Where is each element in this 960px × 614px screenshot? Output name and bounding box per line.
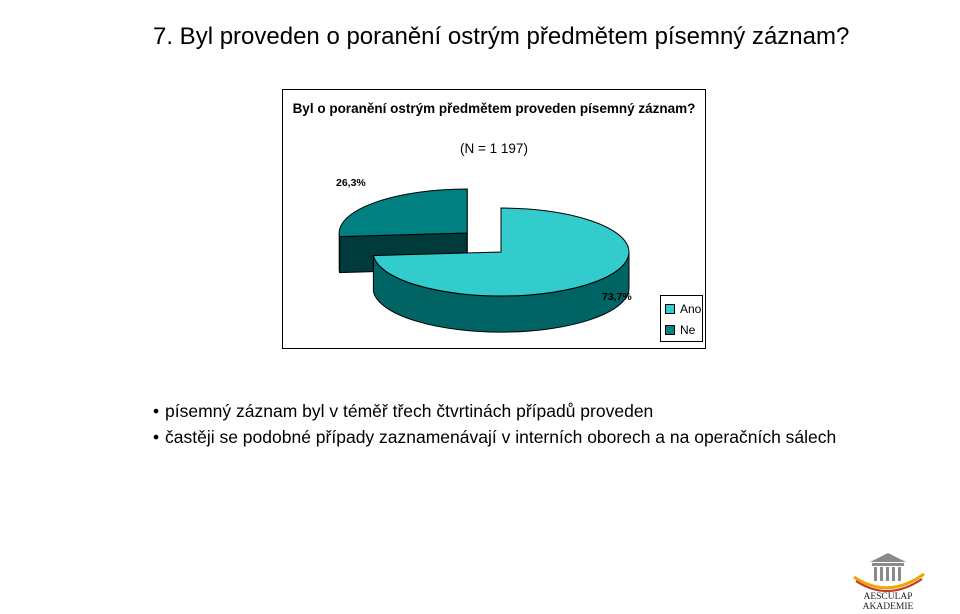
legend-item-ne [665, 322, 695, 338]
bullet-text: písemný záznam byl v téměř třech čtvrtinách případů proveden [165, 401, 654, 421]
bullet-item [153, 400, 873, 422]
legend-label-ano: Ano [680, 302, 702, 316]
legend [660, 295, 703, 342]
legend-swatch-ne [665, 325, 675, 335]
logo-text-line2: AKADEMIE [862, 602, 914, 612]
bullet-item [153, 426, 873, 448]
bullet-text: častěji se podobné případy zaznamenávají v interních oborech a na operačních sálech [165, 427, 837, 447]
pie-chart [282, 89, 706, 349]
chart-subtitle: (N = 1 197) [460, 141, 528, 156]
logo-text-line1: AESCULAP [863, 592, 913, 602]
data-label-ano: 73,7% [602, 291, 632, 303]
bullet-list [153, 400, 873, 452]
legend-item-ano [665, 301, 701, 317]
bullet-dot-icon: • [153, 401, 160, 421]
legend-label-ne: Ne [680, 323, 696, 337]
bullet-dot-icon: • [153, 427, 160, 447]
aesculap-logo [848, 550, 928, 612]
legend-swatch-ano [665, 304, 675, 314]
chart-title: Byl o poranění ostrým předmětem proveden písemný záznam? [292, 101, 696, 116]
temple-icon [848, 550, 928, 594]
pie-slice-ne [339, 189, 467, 237]
slide-title: 7. Byl proveden o poranění ostrým předmětem písemný záznam? [153, 23, 850, 50]
pie-plot [283, 90, 707, 350]
data-label-ne: 26,3% [336, 177, 366, 189]
